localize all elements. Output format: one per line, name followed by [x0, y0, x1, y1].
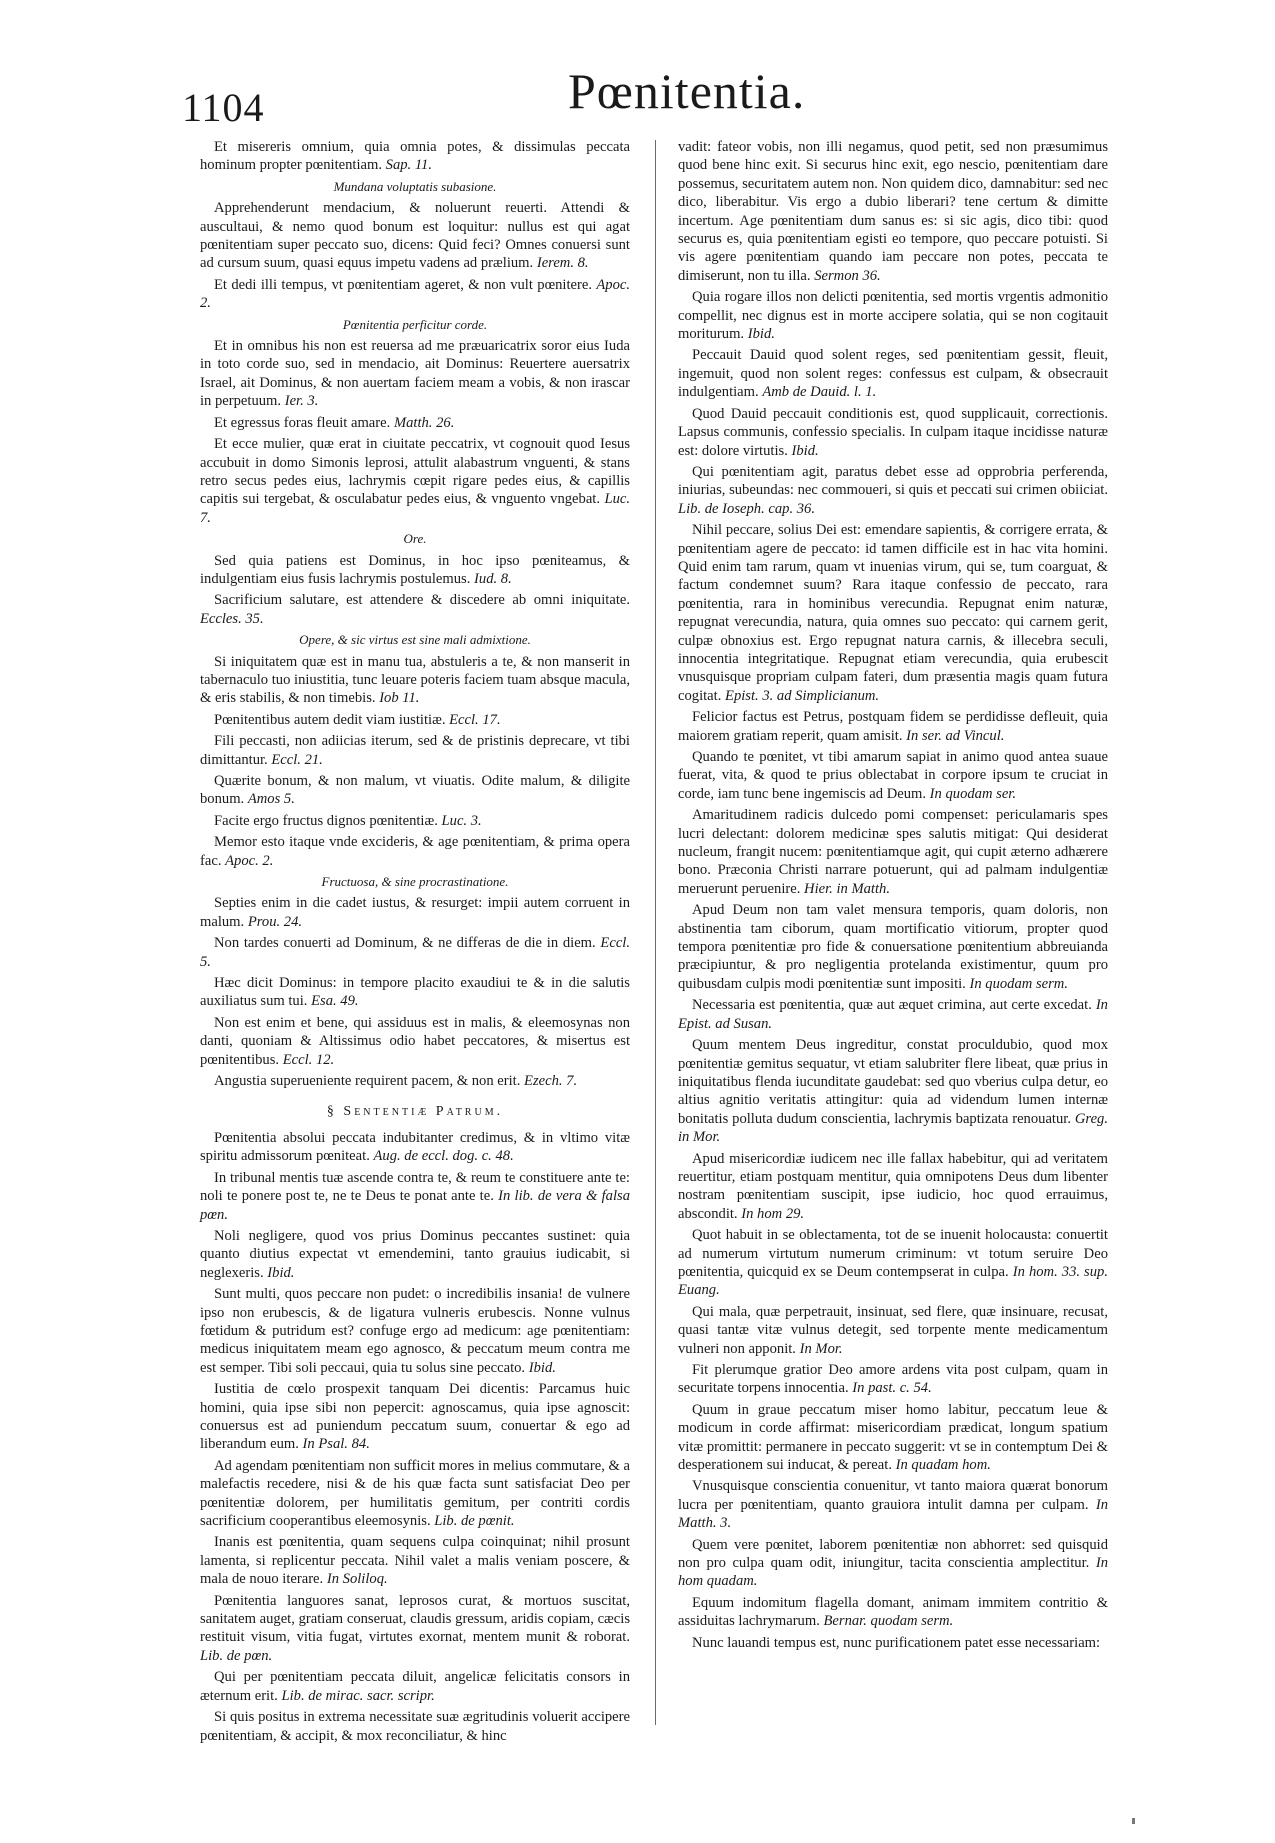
- citation: Eccl. 21.: [271, 751, 323, 768]
- section-heading: § Sententiæ Patrum.: [326, 1103, 504, 1119]
- paragraph: Et egressus foras fleuit amare. Matth. 26.: [214, 414, 455, 431]
- rubric: Ore.: [403, 531, 427, 547]
- citation: Lib. de pœnit.: [434, 1513, 515, 1530]
- paragraph: Apud misericordiæ iudicem nec ille fallax habebitur, qui ad veritatem reuertitur, etiam postquam mentitur, quia omnipotens Deus dum libenter nostram pœnitentiam suscipit, ipse iudicio, hoc quod errauimus, abscondit. In hom 29.: [678, 1150, 1108, 1222]
- citation: Epist. 3. ad Simplicianum.: [725, 687, 880, 704]
- citation: In Epist. ad Susan.: [678, 997, 1108, 1032]
- paragraph: Hæc dicit Dominus: in tempore placito exaudiui te & in die salutis auxiliatus sum tui. Esa. 49.: [200, 975, 630, 1010]
- citation: Lib. de pœn.: [200, 1647, 273, 1664]
- paragraph: Et ecce mulier, quæ erat in ciuitate peccatrix, vt cognouit quod Iesus accubuit in domo Simonis leprosi, attulit alabastrum vnguenti, & stans retro secus pedes eius, lachrymis cœpit rigare pedes eius, & capillis capitis sui tergebat, & osculabatur pedes eius, & vnguento vngebat. Luc. 7.: [200, 436, 630, 526]
- paragraph: Sunt multi, quos peccare non pudet: o incredibilis insania! de vulnere ipso non erubescis, & de ligatura vulneris erubescis. Nonne vulnus fœtidum & putridum est? confuge ergo ad medicum: age pœnitentiam: medicus iniquitatem meam ego agnosco, & peccatum meum contra me est semper. Tibi soli peccaui, quia tu solus sine peccato. Ibid.: [200, 1286, 630, 1376]
- citation: In Soliloq.: [326, 1571, 388, 1588]
- citation: Eccles. 35.: [200, 610, 264, 627]
- citation: Eccl. 5.: [200, 935, 630, 970]
- citation: Ibid.: [791, 442, 819, 459]
- paragraph: Qui per pœnitentiam peccata diluit, angelicæ felicitatis consors in æternum erit. Lib. de mirac. sacr. scripr.: [200, 1669, 630, 1704]
- citation: Aug. de eccl. dog. c. 48.: [373, 1148, 514, 1165]
- citation: Prou. 24.: [247, 913, 303, 930]
- paragraph: Pœnitentia languores sanat, leprosos curat, & mortuos suscitat, sanitatem auget, gratiam conseruat, claudis gressum, aridis copiam, cæcis restituit visum, vitia fugat, virtutes exornat, mentem munit & roborat. Lib. de pœn.: [200, 1592, 630, 1664]
- citation: In ser. ad Vincul.: [906, 727, 1005, 744]
- paragraph: Memor esto itaque vnde excideris, & age pœnitentiam, & prima opera fac. Apoc. 2.: [200, 834, 630, 869]
- paragraph: Quot habuit in se oblectamenta, tot de se inuenit holocausta: conuertit ad numerum virtutum numerum criminum: vt totum seruire Deo pœnitentia, quicquid ex se Deum contempserat in culpa. In hom. 33. sup. Euang.: [678, 1227, 1108, 1299]
- citation: Ibid.: [747, 326, 775, 343]
- paragraph: Amaritudinem radicis dulcedo pomi compenset: periculamaris spes lucri delectant: dolorem medicinæ spes salutis mitigat: Qui desiderat nucleum, frangit nucem: pœnitentiamque agit, qui cupit æterno adhærere bono. Præconia Christi narrare potuerunt, qui ad palmam indulgentiæ meruerunt peruenire. Hier. in Matth.: [678, 807, 1108, 897]
- citation: Lib. de Ioseph. cap. 36.: [678, 500, 816, 517]
- paragraph: Pœnitentibus autem dedit viam iustitiæ. Eccl. 17.: [214, 711, 501, 728]
- rubric: Mundana voluptatis subasione.: [333, 178, 497, 194]
- citation: In hom. 33. sup. Euang.: [678, 1263, 1108, 1299]
- citation: Matth. 26.: [393, 414, 455, 431]
- citation: Ibid.: [528, 1359, 556, 1376]
- citation: In lib. de vera & falsa pœn.: [200, 1188, 630, 1223]
- citation: Apoc. 2.: [200, 276, 630, 312]
- citation: Iob 11.: [379, 690, 420, 707]
- paragraph: Inanis est pœnitentia, quam sequens culpa coinquinat; nihil prosunt lamenta, si replicentur peccata. Nihil valet a malis veniam poscere, & mala de nouo iterare. In Soliloq.: [200, 1534, 630, 1588]
- rubric: Fructuosa, & sine procrastinatione.: [321, 874, 509, 890]
- paragraph: Quod Dauid peccauit conditionis est, quod supplicauit, correctionis. Lapsus communis, confessio specialis. In culpam itaque incidisse naturæ est: dolore virtutis. Ibid.: [678, 405, 1108, 459]
- printer-mark: [1132, 1818, 1135, 1824]
- citation: Eccl. 12.: [282, 1051, 335, 1068]
- citation: Amos 5.: [247, 791, 295, 808]
- paragraph: Et misereris omnium, quia omnia potes, & dissimulas peccata hominum propter pœnitentiam. Sap. 11.: [200, 139, 630, 174]
- citation: Luc. 3.: [441, 812, 482, 829]
- citation: In quodam ser.: [929, 785, 1017, 802]
- citation: Ibid.: [267, 1264, 295, 1281]
- paragraph: Quum in graue peccatum miser homo labitur, peccatum leue & modicum in corde affirmat: misericordiam prædicat, longum spatium vitæ promittit: permanere in peccato suggerit: vt se in contemptum Dei & desperationem sui inducat, & pereat. In quadam hom.: [678, 1401, 1108, 1474]
- paragraph: Quærite bonum, & non malum, vt viuatis. Odite malum, & diligite bonum. Amos 5.: [200, 773, 630, 808]
- column-divider: [655, 140, 656, 1725]
- paragraph: Iustitia de cœlo prospexit tanquam Dei dicentis: Parcamus huic homini, quia ipse sibi non pepercit: agnoscamus, quia ipse agnoscit: conuersus est ad puniendum peccatum suum, conuertar & ego ad liberandum eum. In Psal. 84.: [200, 1381, 630, 1453]
- paragraph: Et dedi illi tempus, vt pœnitentiam ageret, & non vult pœnitere. Apoc. 2.: [200, 276, 630, 312]
- paragraph: Sed quia patiens est Dominus, in hoc ipso pœniteamus, & indulgentiam eius fusis lachrymis postulemus. Iud. 8.: [200, 552, 630, 587]
- paragraph: Non est enim et bene, qui assiduus est in malis, & eleemosynas non danti, quoniam & Altissimus odio habet peccatores, & misertus est pœnitentibus. Eccl. 12.: [200, 1014, 630, 1068]
- paragraph: Quando te pœnitet, vt tibi amarum sapiat in animo quod antea suaue fuerat, vita, & quod te prius oblectabat in corpore ipsum te cruciat in corde, iam tunc bene ingemiscis ad Deum. In quodam ser.: [678, 749, 1108, 802]
- paragraph: Facite ergo fructus dignos pœnitentiæ. Luc. 3.: [214, 812, 482, 829]
- paragraph: Qui pœnitentiam agit, paratus debet esse ad opprobria perferenda, iniurias, subeundas: nec commoueri, si quis et peccati sui crimen obiiciat. Lib. de Ioseph. cap. 36.: [678, 463, 1108, 517]
- citation: In past. c. 54.: [852, 1380, 932, 1397]
- citation: In quadam hom.: [895, 1457, 991, 1474]
- citation: Amb de Dauid. l. 1.: [762, 384, 877, 401]
- citation: In quodam serm.: [969, 975, 1068, 992]
- left-column: [200, 138, 630, 1748]
- paragraph: Apprehenderunt mendacium, & noluerunt reuerti. Attendi & auscultaui, & nemo quod bonum est loquitur: nullus est qui agat pœnitentiam super peccato suo, dicens: Quid feci? Omnes conuersi sunt ad cursum suum, quasi equus impetu vadens ad prælium. Ierem. 8.: [200, 200, 630, 272]
- paragraph: Apud Deum non tam valet mensura temporis, quam doloris, non abstinentia tam ciborum, quam mortificatio vitiorum, propter quod tempora pœnitentiæ pro fide & conuersatione pœnitentium abbreuianda præcipiuntur, & pro negligentia protelanda existimentur, quum pro quibusdam culpis modi pœnitentiæ sunt impositi. In quodam serm.: [678, 902, 1108, 992]
- paragraph: Sacrificium salutare, est attendere & discedere ab omni iniquitate. Eccles. 35.: [200, 592, 630, 627]
- citation: Bernar. quodam serm.: [823, 1613, 954, 1630]
- paragraph: Quem vere pœnitet, laborem pœnitentiæ non abhorret: sed quisquid non pro culpa quam odit, iniungitur, tacita conscientia amplectitur. In hom quadam.: [678, 1536, 1109, 1590]
- paragraph: Felicior factus est Petrus, postquam fidem se perdidisse defleuit, quia maiorem gratiam reperit, quam amisit. In ser. ad Vincul.: [678, 709, 1108, 744]
- citation: Hier. in Matth.: [804, 880, 890, 897]
- page-number: 1104: [182, 85, 265, 130]
- citation: Luc. 7.: [200, 491, 630, 526]
- paragraph: Nunc lauandi tempus est, nunc purificationem patet esse necessariam:: [692, 1634, 1101, 1651]
- running-title: Pœnitentia.: [568, 63, 806, 119]
- paragraph: Quum mentem Deus ingreditur, constat proculdubio, quod mox pœnitentiæ gemitus sequatur, vt etiam salubriter flere libeat, quæ prius in iniquitatibus flenda iucunditate gaudebat: sed quo vberius culpa detur, eo altius agnitio veritatis attingitur: quia ad videndum lumen internæ bonitatis polluta dudum conscientia, lachrymis baptizata renouatur. Greg. in Mor.: [678, 1037, 1108, 1146]
- citation: In Psal. 84.: [302, 1436, 370, 1453]
- paragraph: Necessaria est pœnitentia, quæ aut æquet crimina, aut certe excedat. In Epist. ad Susan.: [678, 997, 1108, 1032]
- paragraph: In tribunal mentis tuæ ascende contra te, & reum te constituere ante te: noli te ponere post te, ne te Deus te ponat ante te. In lib. de vera & falsa pœn.: [200, 1169, 630, 1223]
- citation: Sermon 36.: [814, 267, 881, 284]
- citation: Sap. 11.: [385, 157, 433, 174]
- right-column: [678, 138, 1108, 1655]
- paragraph: Angustia superueniente requirent pacem, & non erit. Ezech. 7.: [214, 1073, 578, 1090]
- citation: Lib. de mirac. sacr. scripr.: [281, 1687, 435, 1704]
- paragraph: Quia rogare illos non delicti pœnitentia, sed mortis vrgentis admonitio compellit, nec dignus est in morte accipere solatia, qui se non cogitauit moriturum. Ibid.: [678, 289, 1108, 343]
- paragraph: Non tardes conuerti ad Dominum, & ne differas de die in diem. Eccl. 5.: [200, 935, 630, 970]
- paragraph: Noli negligere, quod vos prius Dominus peccantes sustinet: quia quanto diutius expectat vt emendemini, tanto grauius iudicabit, si neglexeris. Ibid.: [200, 1227, 630, 1281]
- citation: Ier. 3.: [284, 393, 319, 410]
- paragraph: Vnusquisque conscientia conuenitur, vt tanto maiora quærat bonorum lucra per pœnitentiam, quanto grauiora intulit damna per culpam. In Matth. 3.: [678, 1478, 1108, 1532]
- rubric: Pœnitentia perficitur corde.: [342, 316, 488, 332]
- citation: In Matth. 3.: [678, 1496, 1108, 1532]
- paragraph: vadit: fateor vobis, non illi negamus, quod petit, sed non præsumimus quod bene hinc exit. Si securus hinc exit, ego nescio, pœnitentiam dare possemus, securitatem autem non. Non quidem dico, damnabitur: sed nec dico, liberabitur. Vis ergo a dubio liberari? tene certum & dimitte incertum. Age pœnitentiam dum sanus es: si sic agis, dico tibi: quod securus es, quia pœnitentiam egisti eo tempore, quo peccare potuisti. Si vis agere pœnitentiam quando iam peccare non potes, peccata te dimiserunt, non tu illa. Sermon 36.: [678, 139, 1108, 284]
- rubric: Opere, & sic virtus est sine mali admixtione.: [299, 632, 531, 648]
- paragraph: Et in omnibus his non est reuersa ad me præuaricatrix soror eius Iuda in toto corde suo, sed in mendacio, ait Dominus: Reuertere auersatrix Israel, ait Dominus, & non auertam faciem meam a vobis, & non irascar in perpetuum. Ier. 3.: [200, 338, 630, 410]
- paragraph: Si quis positus in extrema necessitate suæ ægritudinis voluerit accipere pœnitentiam, & accipit, & mox reconciliatur, & hinc: [200, 1709, 630, 1744]
- citation: In hom quadam.: [678, 1555, 1109, 1590]
- citation: Eccl. 17.: [449, 711, 501, 728]
- paragraph: Qui mala, quæ perpetrauit, insinuat, sed flere, quæ insinuare, recusat, quasi tantæ vitæ vulnus detegit, sed torpente mente medicamentum vulneri non apponit. In Mor.: [678, 1303, 1108, 1357]
- paragraph: Fit plerumque gratior Deo amore ardens vita post culpam, quam in securitate torpens innocentia. In past. c. 54.: [678, 1362, 1108, 1397]
- paragraph: Equum indomitum flagella domant, animam immitem contritio & assiduitas lachrymarum. Bernar. quodam serm.: [678, 1594, 1108, 1630]
- paragraph: Nihil peccare, solius Dei est: emendare sapientis, & corrigere errata, & pœnitentiam agere de peccato: id tamen difficile est in hac vita homini. Quid enim tam rarum, quam vt inuenias virum, qui se, tum coarguat, & factum condemnet suum? Rara itaque confessio de peccato, rara pœnitentia, rara in hominibus verecundia. Repugnat enim naturæ, repugnat verecundia, natura, quia omnes suo peccato: qui carnem gerit, culpæ obnoxius est. Ergo repugnat natura carnis, & illecebra seculi, innocentia integritatique. Repugnat etiam verecundia, quia erubescit vnusquisque propriam culpam fateri, dum præsentia magis quam futura cogitat. Epist. 3. ad Simplicianum.: [678, 522, 1108, 704]
- paragraph: Septies enim in die cadet iustus, & resurget: impii autem corruent in malum. Prou. 24.: [200, 895, 630, 930]
- paragraph: Pœnitentia absolui peccata indubitanter credimus, & in vltimo vitæ spiritu admissorum pœniteat. Aug. de eccl. dog. c. 48.: [200, 1129, 630, 1165]
- citation: In hom 29.: [741, 1205, 805, 1222]
- paragraph: Si iniquitatem quæ est in manu tua, abstuleris a te, & non manserit in tabernaculo tuo iniustitia, tunc leuare poteris faciem tuam absque macula, & eris stabilis, & non timebis. Iob 11.: [200, 653, 630, 707]
- citation: Esa. 49.: [311, 993, 359, 1010]
- citation: In Mor.: [799, 1340, 843, 1357]
- citation: Iud. 8.: [474, 570, 512, 587]
- citation: Apoc. 2.: [225, 852, 274, 869]
- paragraph: Peccauit Dauid quod solent reges, sed pœnitentiam gessit, fleuit, ingemuit, quod non solent reges: confessus est culpam, & obsecrauit indulgentiam. Amb de Dauid. l. 1.: [678, 347, 1108, 401]
- paragraph: Ad agendam pœnitentiam non sufficit mores in melius commutare, & a malefactis recedere, nisi & de his quæ facta sunt satisfaciat Deo per pœnitentiæ dolorem, per humilitatis gemitum, per contriti cordis sacrificium cooperantibus eleemosynis. Lib. de pœnit.: [200, 1457, 630, 1530]
- citation: Greg. in Mor.: [678, 1110, 1108, 1146]
- paragraph: Fili peccasti, non adiicias iterum, sed & de pristinis deprecare, vt tibi dimittantur. Eccl. 21.: [200, 733, 630, 768]
- citation: Ezech. 7.: [524, 1073, 578, 1090]
- citation: Ierem. 8.: [536, 255, 589, 272]
